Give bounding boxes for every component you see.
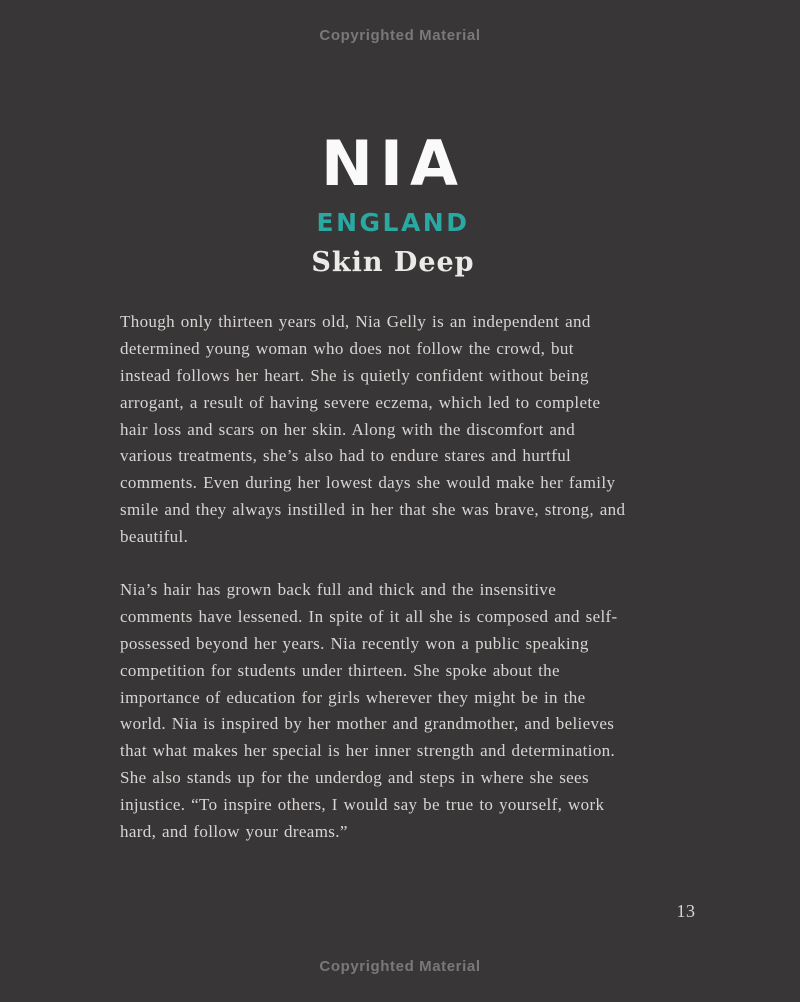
text-line: injustice. “To inspire others, I would say be true to yourself, work <box>120 795 605 815</box>
text-line: world. Nia is inspired by her mother and grandmother, and believes <box>120 714 615 734</box>
country-subtitle: ENGLAND <box>316 208 470 237</box>
text-line: comments have lessened. In spite of it all she is composed and self- <box>120 606 618 626</box>
text-line: hard, and follow your dreams.” <box>120 822 348 842</box>
copyright-notice-top: Copyrighted Material <box>319 27 481 44</box>
text-line: hair loss and scars on her skin. Along with the discomfort and <box>120 419 576 439</box>
page-number: 13 <box>676 901 696 921</box>
text-line: Though only thirteen years old, Nia Gelly is an independent and <box>120 312 591 331</box>
text-line: importance of education for girls wherever they might be in the <box>120 687 586 707</box>
text-line: arrogant, a result of having severe eczema, which led to complete <box>120 392 601 412</box>
text-line: comments. Even during her lowest days she would make her family <box>120 473 616 493</box>
text-line: beautiful. <box>120 527 189 547</box>
text-line: instead follows her heart. She is quietly confident without being <box>120 365 589 385</box>
chapter-title: Skin Deep <box>311 247 475 278</box>
text-line: determined young woman who does not follow the crowd, but <box>120 338 574 358</box>
text-line: possessed beyond her years. Nia recently won a public speaking <box>120 633 589 653</box>
text-line: competition for students under thirteen. She spoke about the <box>120 660 560 680</box>
biography-paragraph-2 <box>120 577 720 846</box>
copyright-notice-bottom: Copyrighted Material <box>319 958 481 975</box>
text-line: smile and they always instilled in her that she was brave, strong, and <box>120 500 626 520</box>
text-line: various treatments, she’s also had to endure stares and hurtful <box>120 446 572 466</box>
text-line: She also stands up for the underdog and steps in where she sees <box>120 768 589 788</box>
page-title: NIA <box>321 127 465 200</box>
biography-paragraph-1 <box>120 309 720 551</box>
text-line: Nia’s hair has grown back full and thick and the insensitive <box>120 580 557 599</box>
text-line: that what makes her special is her inner strength and determination. <box>120 741 616 761</box>
